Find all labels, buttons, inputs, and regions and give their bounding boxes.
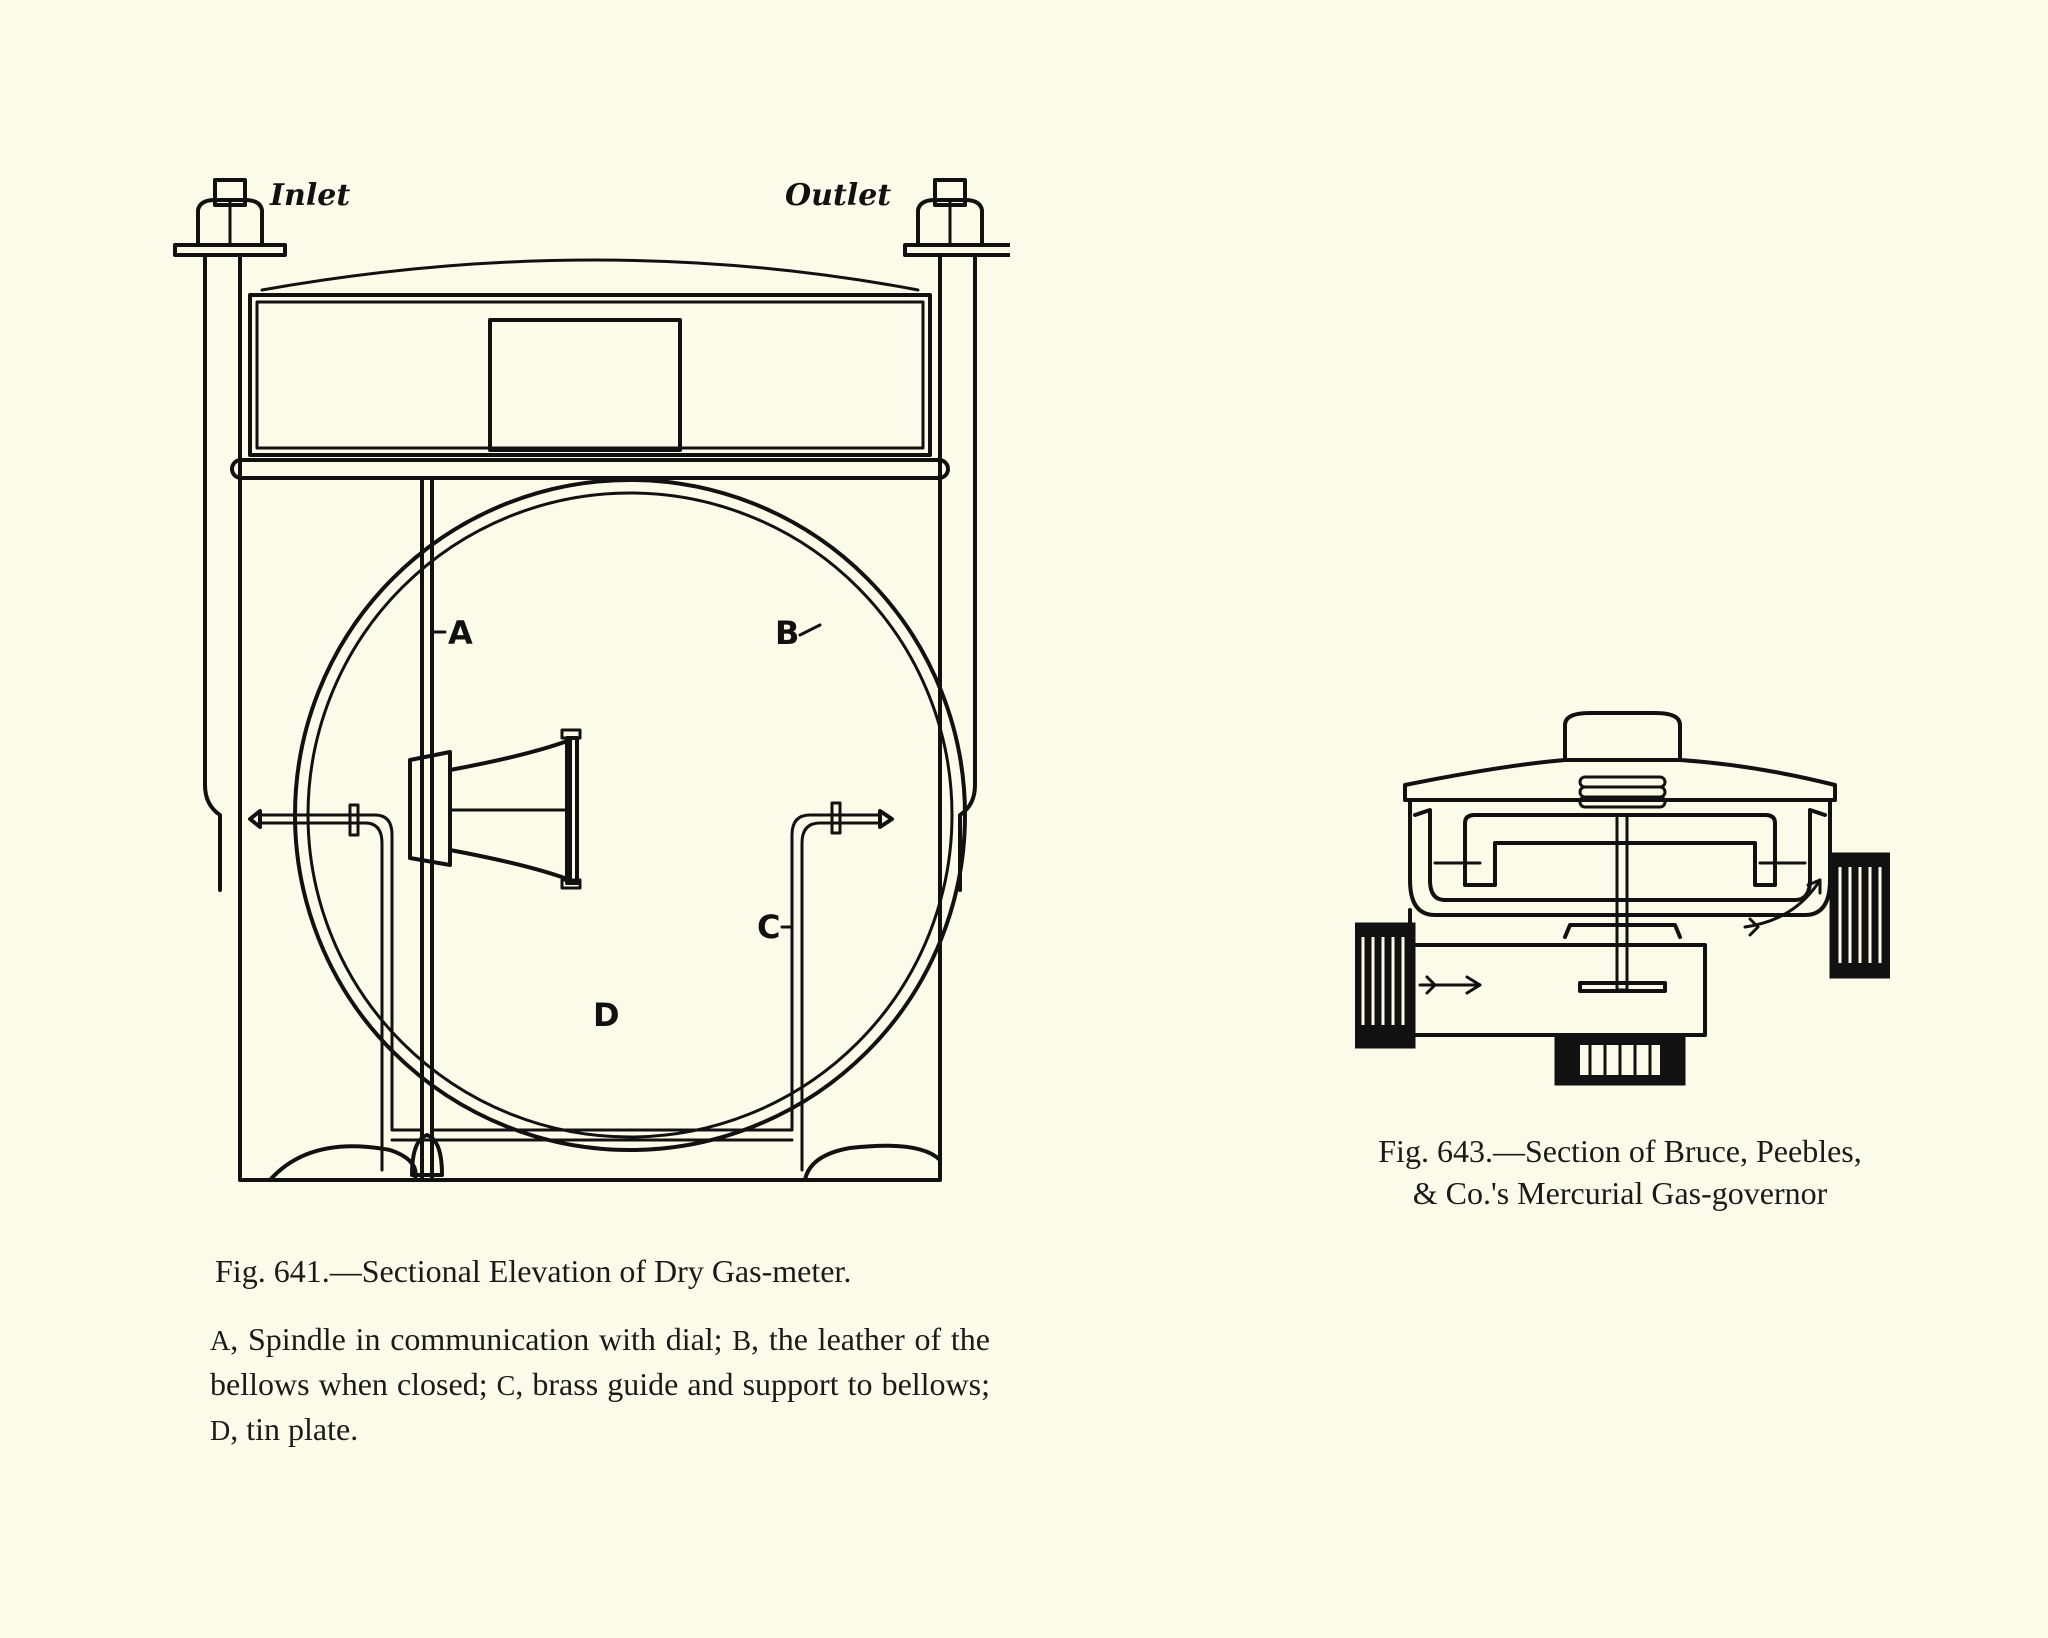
fig641-legend: [210, 1318, 990, 1453]
fig643-caption-line1: Fig. 643.—Section of Bruce, Peebles,: [1378, 1133, 1862, 1169]
gas-meter-diagram: [160, 170, 1010, 1250]
valve-disc: [1580, 983, 1665, 991]
left-foot: [270, 1146, 416, 1180]
label-d: D: [593, 996, 620, 1034]
rail: [232, 460, 948, 478]
governor-cover: [1405, 760, 1835, 800]
governor-body: [1395, 910, 1705, 1035]
outlet-thread: [1830, 853, 1890, 978]
mercury-vessel: [1410, 800, 1830, 915]
legend-text-c: , brass guide and support to bellows;: [515, 1366, 990, 1402]
legend-text-b: , the leather of the bellows when closed;: [210, 1321, 991, 1402]
legend-key-d: D: [210, 1416, 231, 1447]
bottom-plug: [1555, 1035, 1685, 1085]
meter-case: [240, 478, 940, 1180]
fig641-caption: Fig. 641.—Sectional Elevation of Dry Gas-meter.: [215, 1253, 852, 1289]
floating-bell: [1465, 815, 1775, 885]
governor-cap: [1565, 713, 1680, 760]
inlet-nut: [175, 180, 285, 255]
legend-key-c: C: [496, 1371, 516, 1402]
outlet-nut: [905, 180, 1010, 255]
governor-spring: [1580, 777, 1665, 807]
flow-arrow-in: [1420, 977, 1480, 993]
legend-key-a: A: [210, 1326, 231, 1357]
valve-seat: [1565, 925, 1680, 937]
label-b: B: [775, 614, 800, 652]
fig643-caption: [1320, 1130, 1920, 1214]
legend-text-a: , Spindle in communication with dial;: [230, 1321, 733, 1357]
inlet-label: Inlet: [270, 178, 351, 213]
outlet-label: Outlet: [785, 178, 892, 213]
label-a: A: [448, 614, 473, 652]
fig643-caption-line2: & Co.'s Mercurial Gas-governor: [1412, 1175, 1828, 1211]
right-foot: [805, 1146, 940, 1180]
gas-governor-diagram: [1355, 705, 1890, 1100]
legend-text-d: , tin plate.: [230, 1411, 359, 1447]
legend-key-b: B: [732, 1326, 752, 1357]
tin-plate-assembly: [410, 730, 580, 888]
meter-dome: [262, 260, 918, 290]
inlet-thread: [1355, 923, 1415, 1048]
index-box: [250, 295, 930, 455]
label-c: C: [757, 908, 781, 946]
